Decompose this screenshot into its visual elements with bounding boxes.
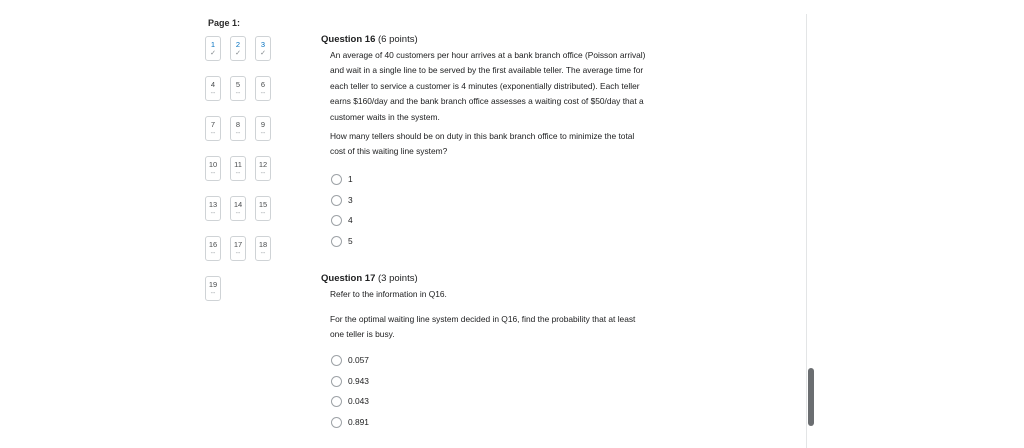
question-nav-10[interactable]: [205, 156, 221, 181]
question-17-prompt-line: one teller is busy.: [330, 329, 395, 340]
question-nav-number: 11: [234, 160, 242, 169]
option-label: 0.943: [348, 376, 369, 386]
question-nav-2[interactable]: [230, 36, 246, 61]
question-nav-number: 7: [210, 120, 216, 129]
question-16-prompt: [330, 129, 715, 160]
radio-button[interactable]: [331, 417, 342, 428]
question-nav-15[interactable]: [255, 196, 271, 221]
question-nav-4[interactable]: [205, 76, 221, 101]
question-nav-status: --: [260, 90, 266, 97]
option-label: 5: [348, 236, 353, 246]
question-16-body: [330, 48, 715, 125]
question-16-line: customer waits in the system.: [330, 111, 440, 122]
question-16-points: (6 points): [378, 34, 418, 45]
option-label: 3: [348, 195, 353, 205]
question-nav-5[interactable]: [230, 76, 246, 101]
question-16-line: earns $160/day and the bank branch office assesses a waiting cost of $50/day that a: [330, 96, 644, 107]
question-nav-number: 16: [208, 240, 218, 249]
question-17-header: [321, 268, 721, 286]
question-16-line: each teller to service a customer is 4 minutes (exponentially distributed). Each teller: [330, 80, 640, 91]
question-16-title: Question 16: [321, 34, 376, 45]
question-16-prompt-line: cost of this waiting line system?: [330, 146, 448, 157]
question-nav-13[interactable]: [205, 196, 221, 221]
option-label: 0.057: [348, 355, 369, 365]
radio-button[interactable]: [331, 174, 342, 185]
question-nav-number: 19: [208, 280, 218, 289]
question-nav-18[interactable]: [255, 236, 271, 261]
question-nav-number: 2: [235, 40, 241, 49]
question-nav-number: 8: [235, 120, 241, 129]
radio-button[interactable]: [331, 396, 342, 407]
question-nav-status: --: [210, 170, 216, 177]
question-nav-status: --: [210, 90, 216, 97]
option-label: 0.043: [348, 396, 369, 406]
content-divider: [806, 14, 807, 448]
question-16-line: and wait in a single line to be served by the first available teller. The average time for: [330, 65, 644, 76]
question-nav-number: 9: [260, 120, 266, 129]
question-nav-status: --: [210, 250, 216, 257]
question-nav-12[interactable]: [255, 156, 271, 181]
question-17-prompt: [330, 312, 715, 343]
question-nav-number: 5: [235, 80, 241, 89]
question-nav-status: --: [210, 210, 216, 217]
checkmark-icon: ✓: [235, 50, 241, 57]
question-16-line: An average of 40 customers per hour arrives at a bank branch office (Poisson arrival): [330, 50, 646, 60]
question-16-header: [321, 29, 721, 47]
question-nav-number: 1: [210, 40, 216, 49]
question-nav-status: --: [235, 170, 241, 177]
option-label: 1: [348, 174, 353, 184]
question-nav-number: 14: [233, 200, 243, 209]
question-nav-8[interactable]: [230, 116, 246, 141]
question-16-prompt-line: How many tellers should be on duty in this bank branch office to minimize the total: [330, 131, 635, 141]
option-label: 0.891: [348, 417, 369, 427]
question-nav-17[interactable]: [230, 236, 246, 261]
question-nav-1[interactable]: [205, 36, 221, 61]
question-nav-status: --: [235, 250, 241, 257]
scrollbar-thumb[interactable]: [808, 368, 814, 426]
question-nav-status: --: [260, 210, 266, 217]
question-nav-3[interactable]: [255, 36, 271, 61]
question-17-title: Question 17: [321, 273, 376, 284]
checkmark-icon: ✓: [210, 50, 216, 57]
question-nav-status: --: [260, 170, 266, 177]
question-nav-number: 15: [258, 200, 268, 209]
question-nav-number: 12: [258, 160, 268, 169]
page-label: Page 1:: [208, 18, 241, 28]
radio-button[interactable]: [331, 215, 342, 226]
question-17-prompt-line: For the optimal waiting line system decided in Q16, find the probability that at least: [330, 314, 636, 324]
radio-button[interactable]: [331, 236, 342, 247]
radio-button[interactable]: [331, 355, 342, 366]
question-nav-14[interactable]: [230, 196, 246, 221]
question-nav-number: 13: [208, 200, 218, 209]
question-nav-number: 4: [210, 80, 216, 89]
question-nav-7[interactable]: [205, 116, 221, 141]
question-nav-6[interactable]: [255, 76, 271, 101]
question-nav-11[interactable]: [230, 156, 246, 181]
question-nav-status: --: [210, 290, 216, 297]
question-nav-status: --: [210, 130, 216, 137]
question-nav-number: 3: [260, 40, 266, 49]
question-nav-number: 17: [233, 240, 243, 249]
question-nav-status: --: [260, 130, 266, 137]
question-nav-status: --: [235, 90, 241, 97]
question-nav-status: --: [235, 210, 241, 217]
question-nav-number: 6: [260, 80, 266, 89]
question-nav-9[interactable]: [255, 116, 271, 141]
question-nav-16[interactable]: [205, 236, 221, 261]
question-17-points: (3 points): [378, 273, 418, 284]
radio-button[interactable]: [331, 195, 342, 206]
question-nav-19[interactable]: [205, 276, 221, 301]
question-nav-status: --: [260, 250, 266, 257]
question-17-intro: Refer to the information in Q16.: [330, 289, 447, 299]
question-nav-status: --: [235, 130, 241, 137]
option-label: 4: [348, 215, 353, 225]
question-nav-number: 18: [258, 240, 268, 249]
question-nav-number: 10: [208, 160, 218, 169]
radio-button[interactable]: [331, 376, 342, 387]
checkmark-icon: ✓: [260, 50, 266, 57]
